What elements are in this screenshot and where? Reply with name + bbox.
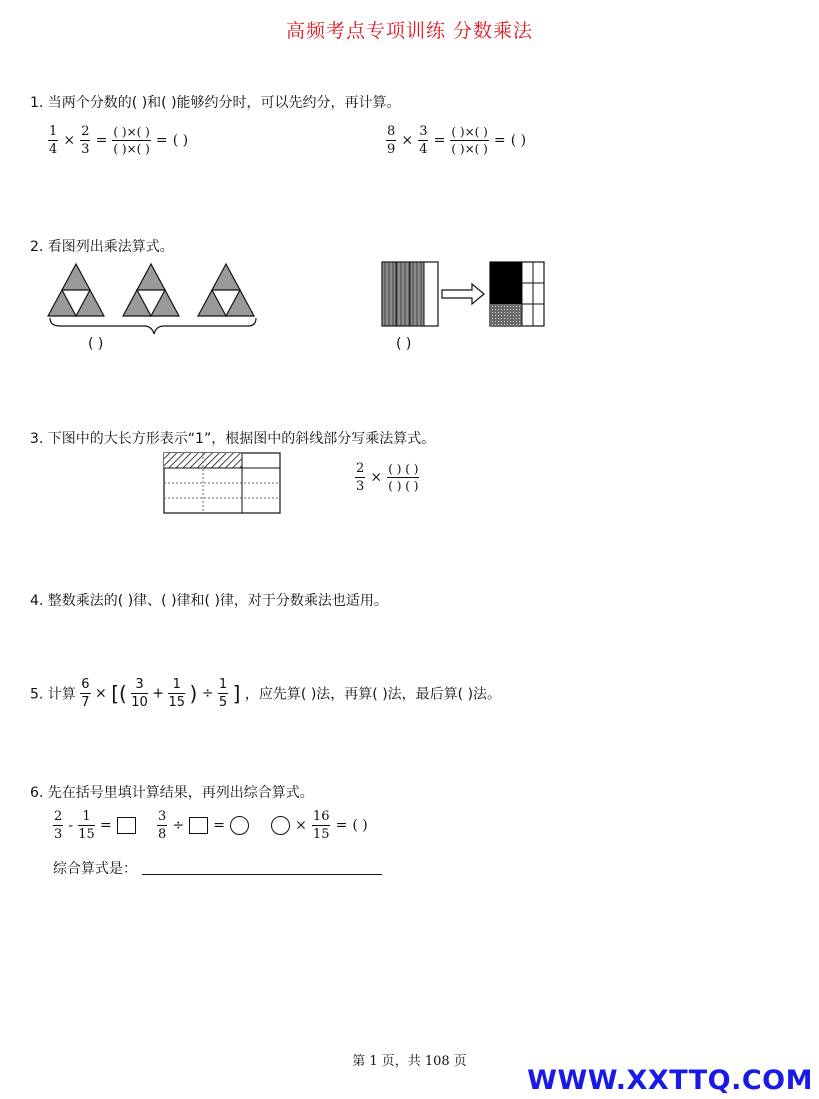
q5-stem: 5. 计算 $\frac{6}{7}$ × [( $\frac{3}{10}$ + $\frac{1}{15}$ ) ÷ $\frac{1}{5}$ ] ，应先算( )法，再算( )法，最后算( )法。 bbox=[30, 677, 502, 710]
fraction: $\frac{16}{15}$ bbox=[312, 809, 330, 842]
fraction: $\frac{2}{3}$ bbox=[54, 809, 63, 842]
answer-box[interactable] bbox=[117, 817, 136, 834]
q2-answer-2[interactable]: ( ) bbox=[396, 336, 412, 352]
answer-blank[interactable]: ( ) bbox=[510, 132, 527, 149]
answer-fraction: $\frac{( )\times( )}{( )\times( )}$ bbox=[451, 125, 488, 156]
fraction: $\frac{1}{5}$ bbox=[218, 677, 228, 710]
answer-box[interactable] bbox=[189, 817, 208, 834]
answer-blank[interactable]: ( ) bbox=[172, 132, 189, 149]
fraction: $\frac{1}{15}$ bbox=[78, 809, 95, 842]
q4-stem: 4. 整数乘法的( )律、( )律和( )律，对于分数乘法也适用。 bbox=[30, 593, 388, 609]
answer-circle[interactable] bbox=[230, 816, 249, 835]
q6-summary-line[interactable] bbox=[142, 874, 382, 875]
watermark: WWW.XXTTQ.COM bbox=[527, 1065, 813, 1096]
triangle-group-2 bbox=[123, 264, 179, 316]
triangle-group-3 bbox=[198, 264, 254, 316]
q6-step-3: × $\frac{16}{15}$ = ( ) bbox=[271, 810, 368, 841]
q6-step-1: $\frac{2}{3}$ - $\frac{1}{15}$ = bbox=[53, 810, 136, 841]
page-number: 第 1 页，共 108 页 bbox=[352, 1054, 467, 1069]
q1-stem: 1. 当两个分数的( )和( )能够约分时，可以先约分，再计算。 bbox=[30, 95, 401, 111]
q2-answer-1[interactable]: ( ) bbox=[88, 336, 104, 352]
answer-fraction: $\frac{( ) ( )}{( ) ( )}$ bbox=[388, 462, 419, 493]
q1-expression-a: $\frac{1}{4}$ × $\frac{2}{3}$ = $\frac{( )\times( )}{( )\times( )}$ = ( ) bbox=[49, 124, 189, 157]
page-title: 高频考点专项训练 分数乘法 bbox=[285, 20, 534, 42]
answer-fraction: $\frac{( )\times( )}{( )\times( )}$ bbox=[113, 125, 150, 156]
fraction: $\frac{1}{15}$ bbox=[168, 677, 185, 710]
fraction: $\frac{3}{10}$ bbox=[131, 677, 148, 710]
rectangles-figure bbox=[380, 260, 550, 330]
fraction: $\frac{2}{3}$ bbox=[81, 124, 90, 157]
q6-summary-label: 综合算式是： bbox=[53, 861, 137, 877]
fraction: $\frac{3}{8}$ bbox=[158, 809, 167, 842]
answer-blank[interactable]: ( ) bbox=[352, 817, 368, 834]
brace bbox=[50, 318, 256, 334]
answer-circle[interactable] bbox=[271, 816, 290, 835]
fraction: $\frac{8}{9}$ bbox=[387, 124, 396, 157]
q3-stem: 3. 下图中的大长方形表示“1”，根据图中的斜线部分写乘法算式。 bbox=[30, 431, 436, 447]
grid-rectangle bbox=[163, 452, 283, 516]
q1-expression-b: $\frac{8}{9}$ × $\frac{3}{4}$ = $\frac{( )\times( )}{( )\times( )}$ = ( ) bbox=[387, 124, 527, 157]
fraction: $\frac{3}{4}$ bbox=[419, 124, 428, 157]
triangles-figure bbox=[44, 262, 274, 338]
q6-stem: 6. 先在括号里填计算结果，再列出综合算式。 bbox=[30, 785, 314, 801]
fraction: $\frac{6}{7}$ bbox=[81, 677, 90, 710]
q3-expression: $\frac{2}{3}$ × $\frac{( ) ( )}{( ) ( )}$ bbox=[356, 461, 419, 494]
fraction: $\frac{2}{3}$ bbox=[356, 461, 365, 494]
arrow bbox=[442, 284, 484, 304]
fraction: $\frac{1}{4}$ bbox=[49, 124, 58, 157]
q6-step-2: $\frac{3}{8}$ ÷ = bbox=[157, 810, 249, 841]
triangle-group-1 bbox=[48, 264, 104, 316]
q2-stem: 2. 看图列出乘法算式。 bbox=[30, 239, 174, 255]
